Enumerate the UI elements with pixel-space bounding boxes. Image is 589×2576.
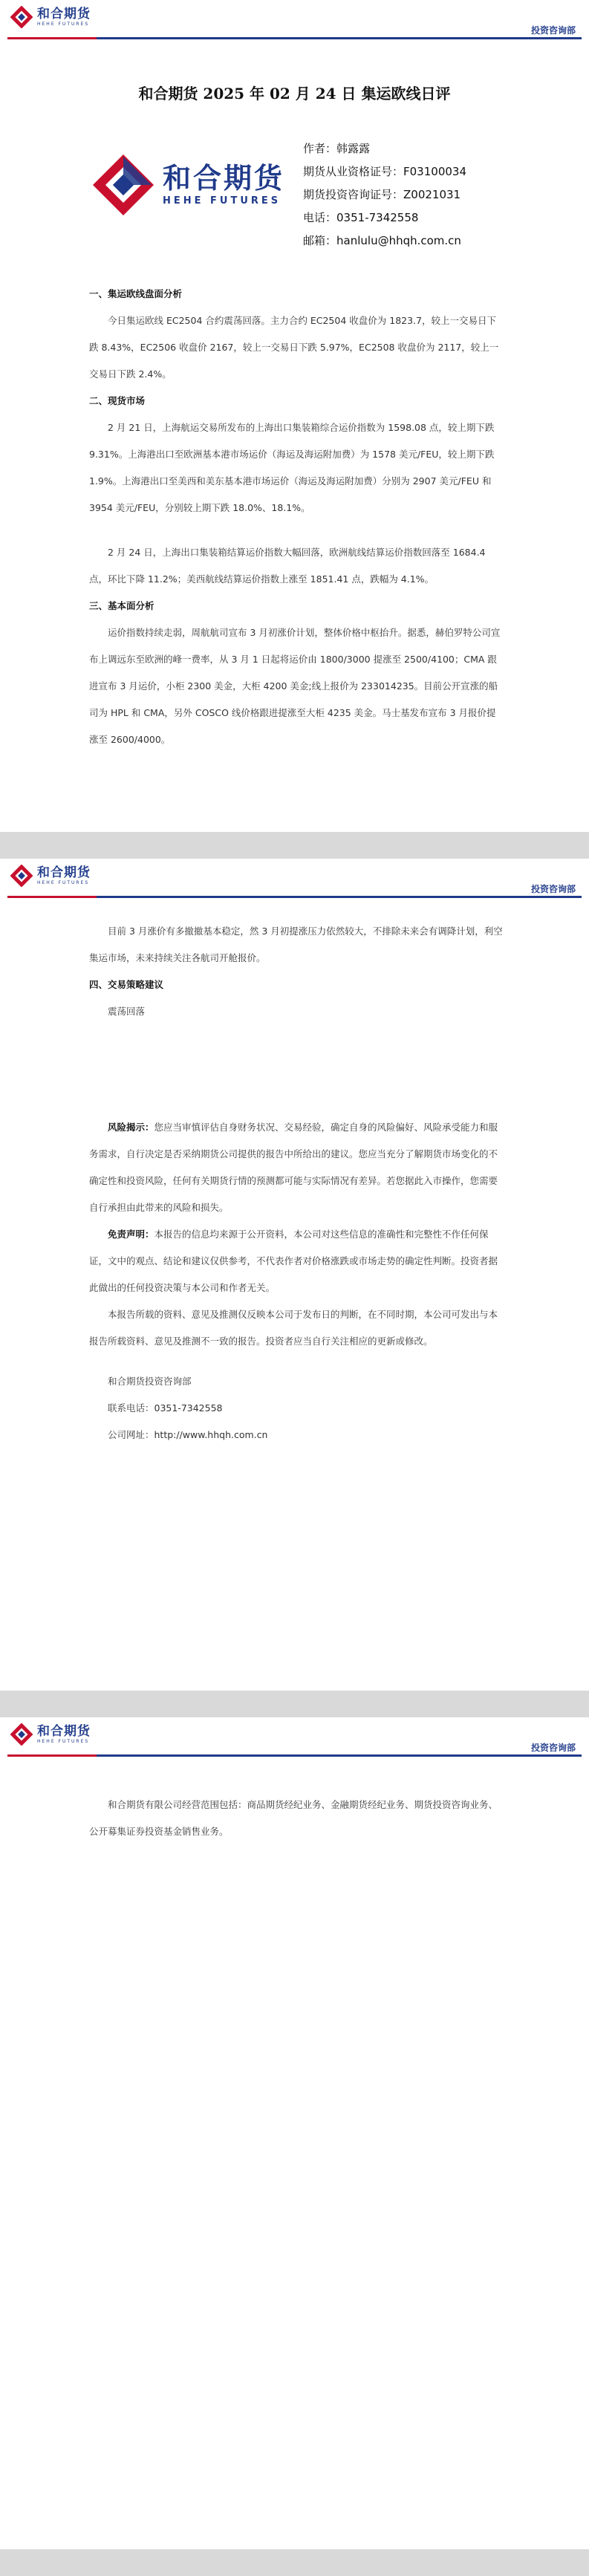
author-name: 韩露露 [336,142,371,155]
cover-logo-mark-icon [93,155,154,215]
phone-label: 电话： [303,211,337,224]
section-title: 三、基本面分析 [89,600,154,611]
page-header [0,0,589,42]
contact-phone: 联系电话：0351-7342558 [108,1402,223,1414]
paragraph: 今日集运欧线 EC2504 合约震荡回落。主力合约 EC2504 收盘价为 1823.7，较上一交易日下跌 8.43%，EC2506 收盘价 2167，较上一交易日下跌 5.97%，EC2508 收盘价为 2117，较上一交易日下跌 2.4%。 [89,315,499,380]
advisory-number: Z0021031 [403,188,461,201]
header-rule-accent [7,896,97,898]
business-scope: 和合期货有限公司经营范围包括：商品期货经纪业务、金融期货经纪业务、期货投资咨询业务、公开募集证券投资基金销售业务。 [89,1799,498,1837]
logo-text-en: HEHE FUTURES [37,21,90,27]
report-body-2 [89,918,505,1448]
company-logo [10,6,91,28]
paragraph: 2 月 21 日，上海航运交易所发布的上海出口集装箱综合运价指数为 1598.08 点，较上期下跌 9.31%。上海港出口至欧洲基本港市场运价（海运及海运附加费）为 1578 美元/FEU，较上期下跌 1.9%。上海港出口至美西和美东基本港市场运价（海运及海运附加费）分别为 2907 美元/FEU 和 3954 美元/FEU，分别较上期下跌 18.0%、18.1%。 [89,422,495,513]
logo-mark-icon [10,1723,33,1746]
disclaimer-label: 免责声明： [108,1229,154,1240]
phone-number: 0351-7342558 [336,211,419,224]
author-label: 作者： [303,142,337,155]
paragraph: 本报告所载的资料、意见及推测仅反映本公司于发布日的判断，在不同时期，本公司可发出与本报告所载资料、意见及推测不一致的报告。投资者应当自行关注相应的更新或修改。 [89,1309,498,1347]
paragraph: 运价指数持续走弱，周航航司宣布 3 月初涨价计划，整体价格中枢抬升。据悉，赫伯罗特公司宣布上调远东至欧洲的峰一费率，从 3 月 1 日起将运价由 1800/3000 提涨至 2500/4100；CMA 跟进宣布 3 月运价，小柜 2300 美金，大柜 4200 美金;线上报价为 233014235。目前公开宣涨的船司为 HPL 和 CMA，另外 COSCO 线价格跟进提涨至大柜 4235 美金。马士基发布宣布 3 月报价提涨至 2600/4000。 [89,627,501,745]
risk-label: 风险揭示： [108,1122,154,1133]
disclaimer-paragraph [89,1221,505,1301]
report-title: 和合期货 2025 年 02 月 24 日 集运欧线日评 [138,85,451,103]
company-logo [10,1723,91,1746]
page-1 [0,0,589,832]
email-label: 邮箱： [303,234,337,247]
email-link[interactable]: hanlulu@hhqh.com.cn [336,234,461,247]
paragraph: 2 月 24 日，上海出口集装箱结算运价指数大幅回落，欧洲航线结算运价指数回落至 1684.4 点，环比下降 11.2%；美西航线结算运价指数上涨至 1851.41 点，跌幅为 4.1%。 [89,547,486,585]
department-label: 投资咨询部 [530,1743,576,1753]
company-logo [10,865,91,887]
section-title: 四、交易策略建议 [89,979,164,990]
contact-dept: 和合期货投资咨询部 [108,1376,192,1387]
department-label: 投资咨询部 [530,884,576,894]
logo-text-en: HEHE FUTURES [37,1738,90,1744]
author-info [303,137,466,253]
paragraph: 目前 3 月涨价有多撤撤基本稳定，然 3 月初提涨压力依然较大，不排除未来会有调降计划，利空集运市场，未来持续关注各航司开舱报价。 [89,926,503,963]
logo-text-cn: 和合期货 [37,6,91,22]
contact-website[interactable]: 公司网址：http://www.hhqh.com.cn [108,1429,268,1440]
section-title: 一、集运欧线盘面分析 [89,288,183,299]
risk-text: 您应当审慎评估自身财务状况、交易经验，确定自身的风险偏好、风险承受能力和服务需求，自行决定是否采纳期货公司提供的报告中所给出的建议。您应当充分了解期货市场变化的不确定性和投资风险，任何有关期货行情的预测都可能与实际情况有差异。若您据此入市操作，您需要自行承担由此带来的风险和损失。 [89,1122,498,1213]
qualification-number: F03100034 [403,165,466,178]
strategy-text: 震荡回落 [108,1006,146,1017]
logo-mark-icon [10,865,33,887]
section-title: 二、现货市场 [89,395,146,406]
logo-text-cn: 和合期货 [37,865,91,880]
page-3 [0,1717,589,2549]
qualification-label: 期货从业资格证号： [303,165,404,178]
report-body-3 [89,1792,505,1845]
header-rule-accent [7,1754,97,1757]
header-rule-accent [7,37,97,39]
risk-paragraph [89,1114,505,1221]
logo-text-en: HEHE FUTURES [37,879,90,885]
cover-logo-en: HEHE FUTURES [163,195,282,206]
cover-logo [93,155,284,215]
page-header [0,1717,589,1759]
page-header [0,859,589,900]
department-label: 投资咨询部 [530,25,576,36]
advisory-label: 期货投资咨询证号： [303,188,404,201]
logo-text-cn: 和合期货 [37,1723,91,1739]
cover-logo-cn: 和合期货 [163,162,285,195]
page-2 [0,859,589,1691]
disclaimer-text: 本报告的信息均来源于公开资料，本公司对这些信息的准确性和完整性不作任何保证，文中的观点、结论和建议仅供参考，不代表作者对价格涨跌或市场走势的确定性判断。投资者据此做出的任何投资决策与本公司和作者无关。 [89,1229,498,1293]
logo-mark-icon [10,6,33,28]
report-body-1 [89,281,505,753]
